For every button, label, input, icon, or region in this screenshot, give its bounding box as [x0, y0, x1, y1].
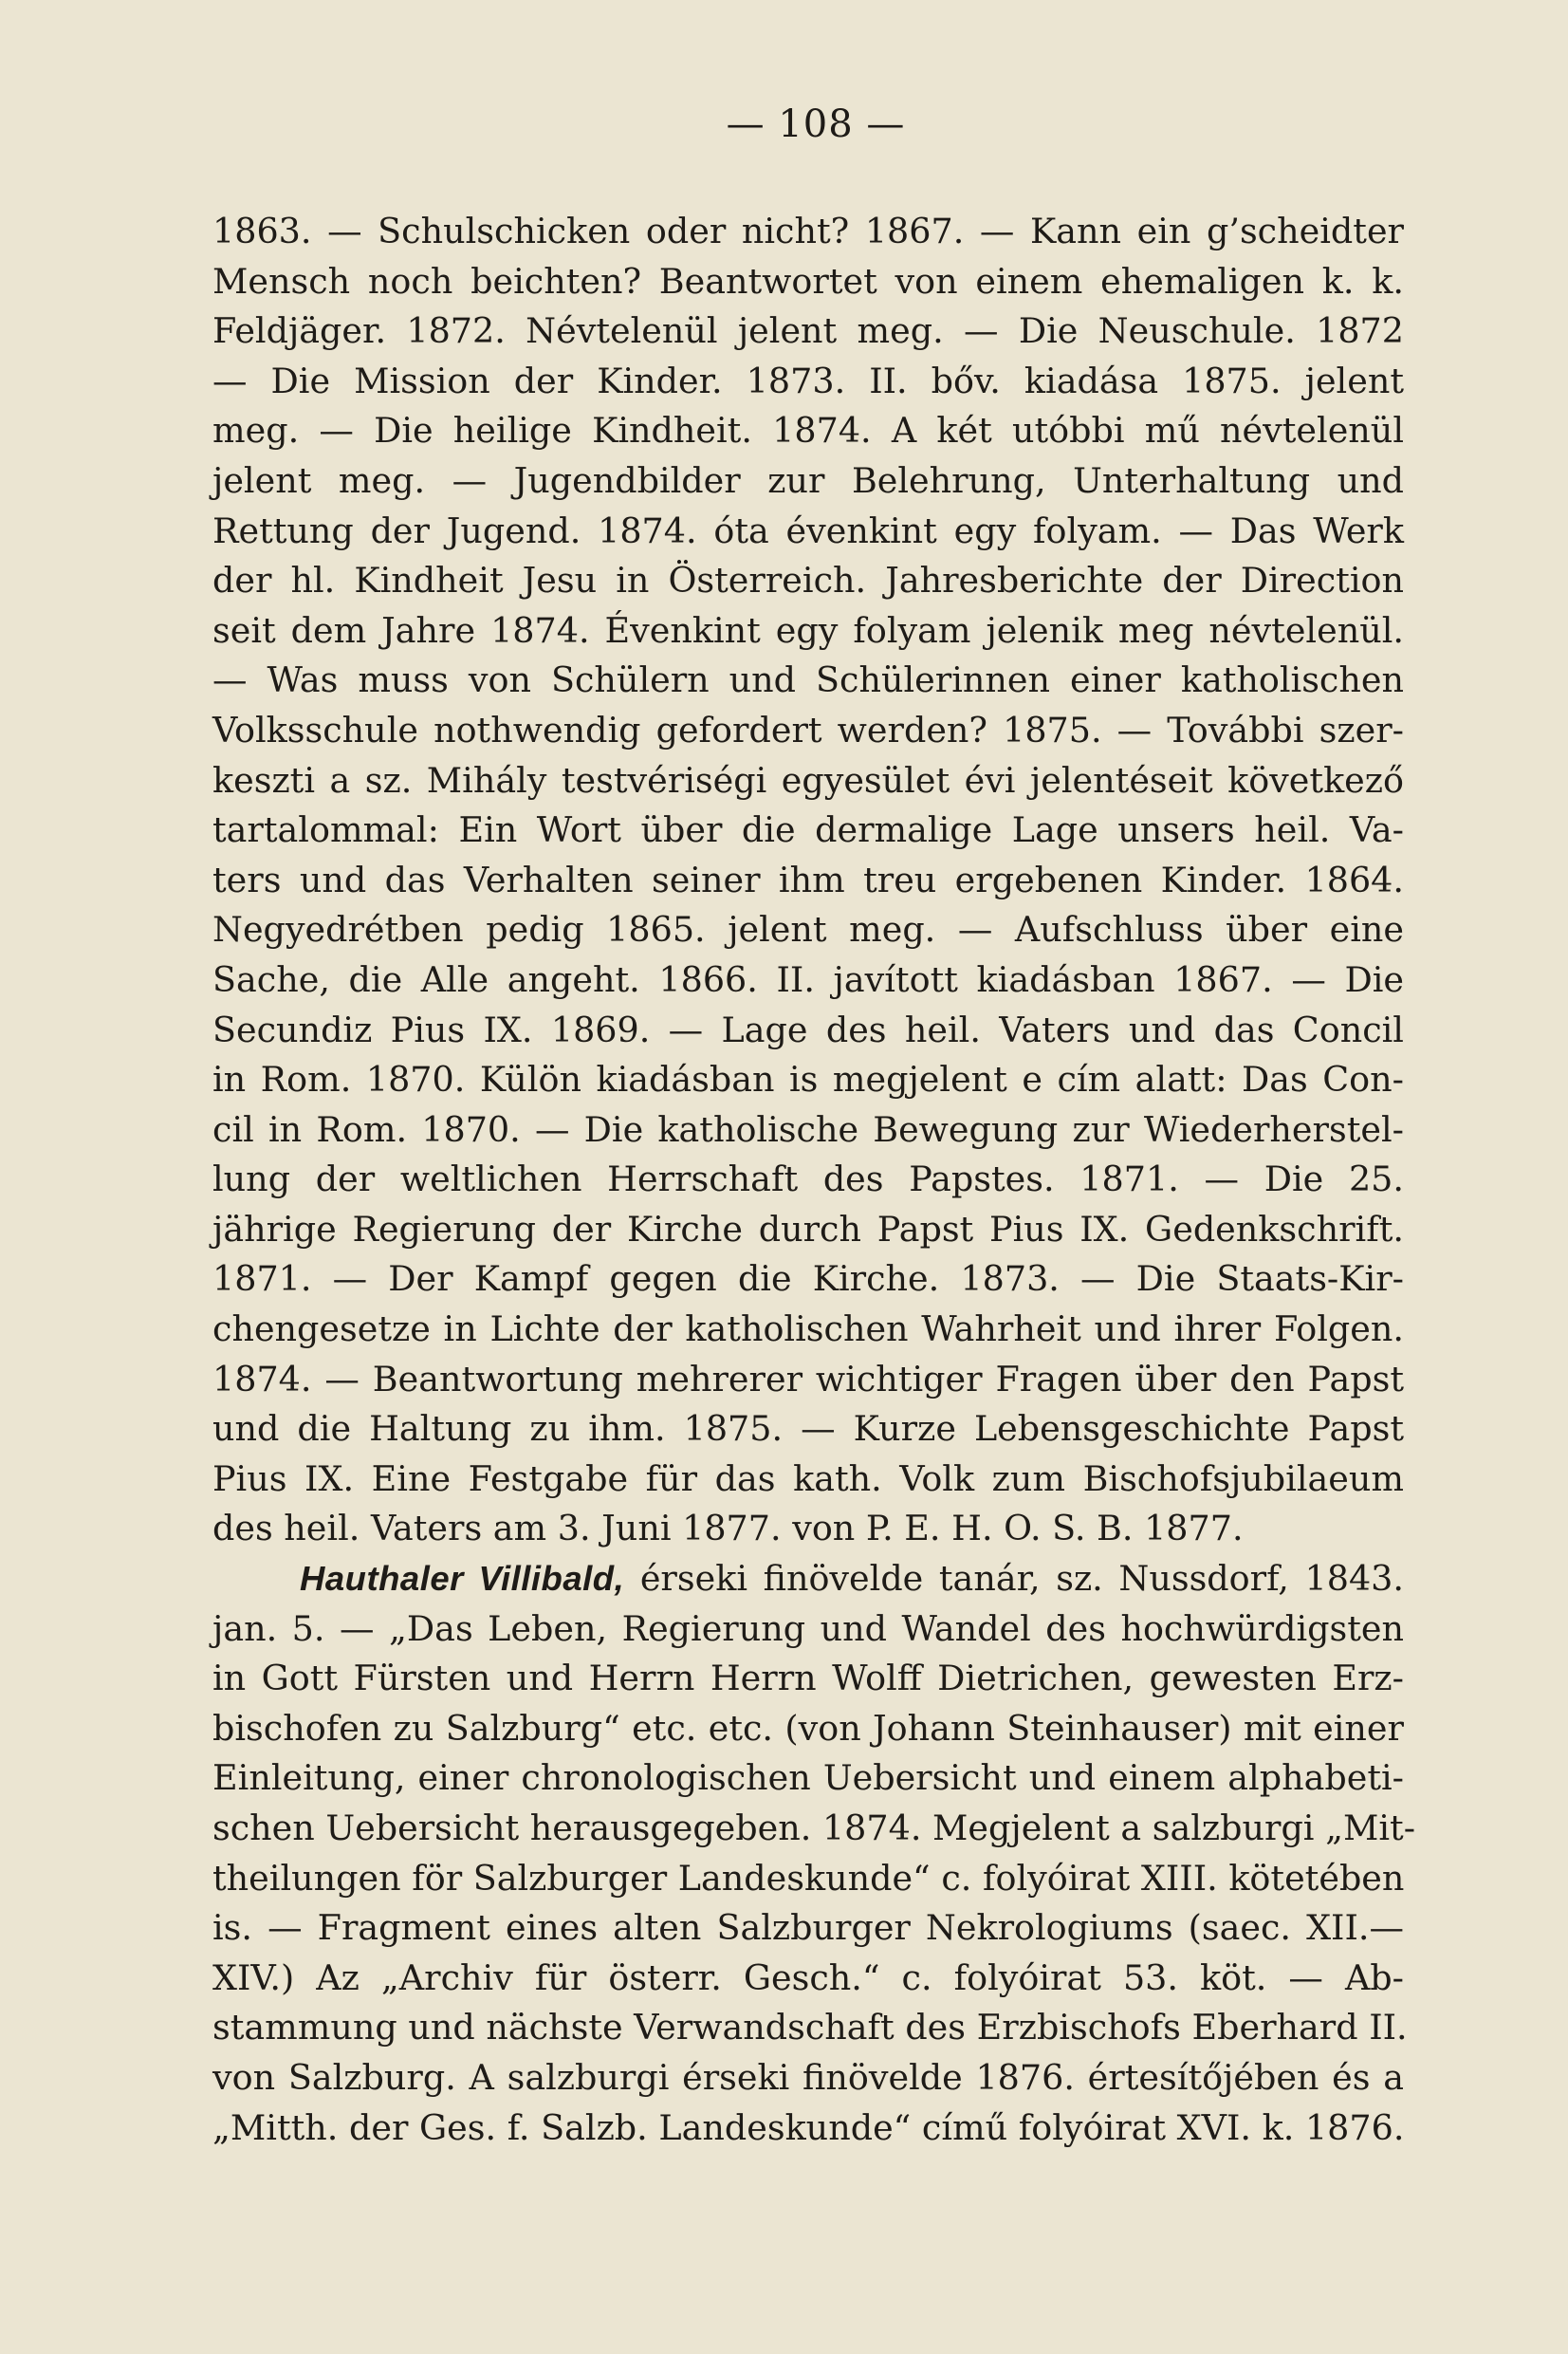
text-line: tartalommal: Ein Wort über die dermalige Lage unsers heil. Va-	[212, 809, 1404, 851]
text-line: stammung und nächste Verwandschaft des Erzbischofs Eberhard II.	[212, 2007, 1408, 2048]
text-line: Secundiz Pius IX. 1869. — Lage des heil. Vaters und das Concil	[212, 1009, 1404, 1050]
text-line: meg. — Die heilige Kindheit. 1874. A két utóbbi mű névtelenül	[212, 410, 1404, 452]
text-line: XIV.) Az „Archiv für österr. Gesch.“ c. folyóirat 53. köt. — Ab-	[212, 1956, 1404, 1998]
text-line: des heil. Vaters am 3. Juni 1877. von P. E. H. O. S. B. 1877.	[212, 1508, 1244, 1549]
text-line: und die Haltung zu ihm. 1875. — Kurze Lebensgeschichte Papst	[212, 1408, 1404, 1450]
text-line: ters und das Verhalten seiner ihm treu ergebenen Kinder. 1864.	[212, 859, 1404, 900]
text-line: keszti a sz. Mihály testvériségi egyesület évi jelentéseit következő	[212, 759, 1404, 801]
text-line: Rettung der Jugend. 1874. óta évenkint egy folyam. — Das Werk	[212, 510, 1404, 551]
text-line: is. — Fragment eines alten Salzburger Nekrologiums (saec. XII.—	[212, 1907, 1404, 1949]
text-line: jährige Regierung der Kirche durch Papst Pius IX. Gedenkschrift.	[212, 1208, 1404, 1250]
text-line: Sache, die Alle angeht. 1866. II. javított kiadásban 1867. — Die	[212, 958, 1404, 1000]
text-line: jan. 5. — „Das Leben, Regierung und Wandel des hochwürdigsten	[212, 1607, 1404, 1649]
text-line: 1874. — Beantwortung mehrerer wichtiger Fragen über den Papst	[212, 1358, 1404, 1399]
page-body	[212, 207, 1416, 2153]
paragraph-hauthaler	[212, 1554, 1416, 2153]
entry-first-line-text: érseki finövelde tanár, sz. Nussdorf, 1843.	[624, 1558, 1404, 1600]
text-line: jelent meg. — Jugendbilder zur Belehrung, Unterhaltung und	[212, 459, 1404, 501]
page-number: — 108 —	[726, 102, 906, 146]
text-line: bischofen zu Salzburg“ etc. etc. (von Johann Steinhauser) mit einer	[212, 1707, 1404, 1749]
entry-first-line	[212, 1554, 1404, 1604]
text-line: in Gott Fürsten und Herrn Herrn Wolff Dietrichen, gewesten Erz-	[212, 1658, 1404, 1699]
author-name: Hauthaler Villibald,	[300, 1559, 625, 1599]
text-line: 1871. — Der Kampf gegen die Kirche. 1873. — Die Staats-Kir-	[212, 1258, 1404, 1300]
paragraph-bibliography	[212, 207, 1404, 1554]
text-line: 1863. — Schulschicken oder nicht? 1867. — Kann ein g’scheidter	[212, 211, 1404, 251]
text-line: schen Uebersicht herausgegeben. 1874. Megjelent a salzburgi „Mit-	[212, 1807, 1416, 1848]
text-line: Feldjäger. 1872. Névtelenül jelent meg. — Die Neuschule. 1872	[212, 310, 1404, 352]
text-line: der hl. Kindheit Jesu in Österreich. Jahresberichte der Direction	[212, 560, 1404, 602]
text-line: seit dem Jahre 1874. Évenkint egy folyam jelenik meg névtelenül.	[212, 609, 1404, 651]
text-line: chengesetze in Lichte der katholischen Wahrheit und ihrer Folgen.	[212, 1308, 1404, 1350]
text-line: „Mitth. der Ges. f. Salzb. Landeskunde“ című folyóirat XVI. k. 1876.	[212, 2106, 1405, 2148]
text-line: — Die Mission der Kinder. 1873. II. bőv. kiadása 1875. jelent	[212, 360, 1404, 401]
text-line: in Rom. 1870. Külön kiadásban is megjelent e cím alatt: Das Con-	[212, 1059, 1404, 1101]
text-line: lung der weltlichen Herrschaft des Papstes. 1871. — Die 25.	[212, 1158, 1404, 1200]
text-line: theilungen för Salzburger Landeskunde“ c. folyóirat XIII. kötetében	[212, 1857, 1405, 1899]
text-line: — Was muss von Schülern und Schülerinnen einer katholischen	[212, 659, 1404, 701]
text-line: Volksschule nothwendig gefordert werden? 1875. — További szer-	[212, 709, 1404, 751]
text-line: von Salzburg. A salzburgi érseki finövelde 1876. értesítőjében és a	[212, 2056, 1404, 2098]
text-line: Einleitung, einer chronologischen Uebersicht und einem alphabeti-	[212, 1757, 1404, 1799]
text-line: Pius IX. Eine Festgabe für das kath. Volk zum Bischofsjubilaeum	[212, 1457, 1404, 1499]
text-line: cil in Rom. 1870. — Die katholische Bewegung zur Wiederherstel-	[212, 1108, 1404, 1150]
text-line: Mensch noch beichten? Beantwortet von einem ehemaligen k. k.	[212, 260, 1404, 302]
text-line: Negyedrétben pedig 1865. jelent meg. — Aufschluss über eine	[212, 909, 1404, 951]
